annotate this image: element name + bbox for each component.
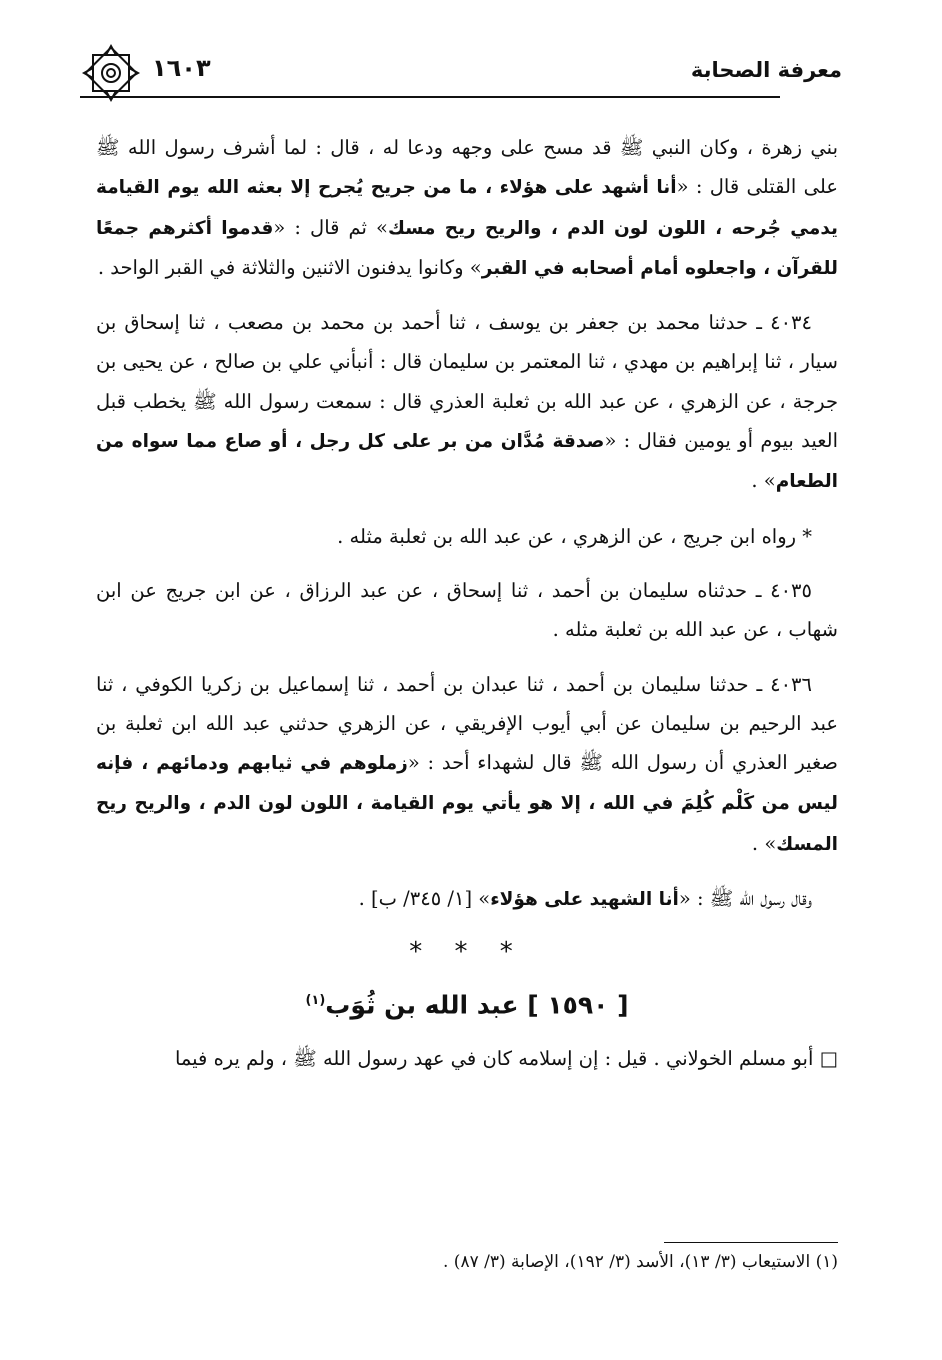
running-title: معرفة الصحابة	[690, 58, 842, 82]
octagon-ornament-icon	[80, 42, 142, 104]
hadith-quote: أنا أشهد على هؤلاء ، ما من جريح يُجرح إلا بعثه الله يوم القيامة يدمي جُرحه ، اللون لون الدم ، والريح ريح مسك	[96, 177, 839, 239]
paragraph-1	[96, 128, 838, 288]
section-separator: * * *	[409, 937, 525, 968]
text-run: بني زهرة ، وكان النبي ﷺ قد مسح على وجهه ودعا له ، قال : لما أشرف رسول الله ﷺ على القتلى قال : «	[96, 136, 839, 199]
text-run: » .	[751, 831, 777, 855]
text-run: » [١/ ٣٤٥/ ب] .	[358, 887, 491, 911]
entry-title: [ ١٥٩٠ ] عبد الله بن ثُوَب	[325, 989, 629, 1019]
text-run: ٤٠٣٤ ـ حدثنا محمد بن جعفر بن يوسف ، ثنا أحمد بن محمد بن مصعب ، ثنا إسحاق بن سيار ، ثنا إبراهيم بن مهدي ، ثنا المعتمر بن سليمان قال : أنبأني علي بن صالح ، عن يحيى بن جرجة ، عن الزهري ، عن عبد الله بن ثعلبة العذري قال : سمعت رسول الله ﷺ يخطب قبل العيد بيوم أو يومين فقال : «	[96, 311, 839, 453]
narration-note: * رواه ابن جريج ، عن الزهري ، عن عبد الله بن ثعلبة مثله .	[337, 524, 812, 548]
main-text	[96, 128, 838, 1079]
hadith-4035: ٤٠٣٥ ـ حدثناه سليمان بن أحمد ، ثنا إسحاق ، عن عبد الرزاق ، عن ابن جريج عن ابن شهاب ، عن عبد الله بن ثعلبة مثله .	[96, 578, 838, 642]
page-header	[80, 50, 842, 98]
header-rule	[80, 96, 780, 98]
text-run: » .	[751, 469, 776, 493]
text-run: ٤٠٣٦ ـ حدثنا سليمان بن أحمد ، ثنا عبدان بن أحمد ، ثنا إسماعيل بن زكريا الكوفي ، ثنا عبد الرحيم بن سليمان عن أبي أيوب الإفريقي ، عن الزهري حدثني عبد الله ابن ثعلبة بن صغير العذري أن رسول الله ﷺ قال لشهداء أحد : «	[96, 672, 838, 775]
page-number: ١٦٠٣	[152, 54, 211, 82]
hadith-quote: قدموا أكثرهم جمعًا للقرآن ، واجعلوه أمام أصحابه في القبر	[96, 217, 838, 279]
hadith-4034	[96, 303, 838, 501]
hadith-quote: صدقة مُدَّان من بر على كل رجل ، أو صاع مما سواه من الطعام	[96, 431, 838, 493]
footnote-marker: (١)	[305, 992, 326, 1008]
footnote: (١) الاستيعاب (٣/ ١٣)، الأسد (٣/ ١٩٢)، الإصابة (٣/ ٨٧) .	[442, 1252, 838, 1272]
text-run: وقال رسول الله ﷺ : «	[678, 887, 812, 911]
hadith-quote: زملوهم في ثيابهم ودمائهم ، فإنه ليس من كَلْم كُلِمَ في الله ، إلا هو يأتي يوم القيامة ، اللون لون الدم ، والريح ريح المسك	[96, 753, 838, 855]
entry-paragraph: □ أبو مسلم الخولاني . قيل : إن إسلامه كان في عهد رسول الله ﷺ ، ولم يره فيما	[174, 1047, 838, 1071]
entry-heading	[96, 981, 838, 1025]
footnote-rule	[664, 1242, 838, 1243]
text-run: » وكانوا يدفنون الاثنين والثلاثة في القبر الواحد .	[97, 255, 482, 279]
hadith-4036	[96, 665, 838, 864]
hadith-quote: أنا الشهيد على هؤلاء	[490, 889, 679, 911]
closing-saying	[96, 879, 838, 919]
text-run: » ثم قال : «	[273, 215, 388, 239]
